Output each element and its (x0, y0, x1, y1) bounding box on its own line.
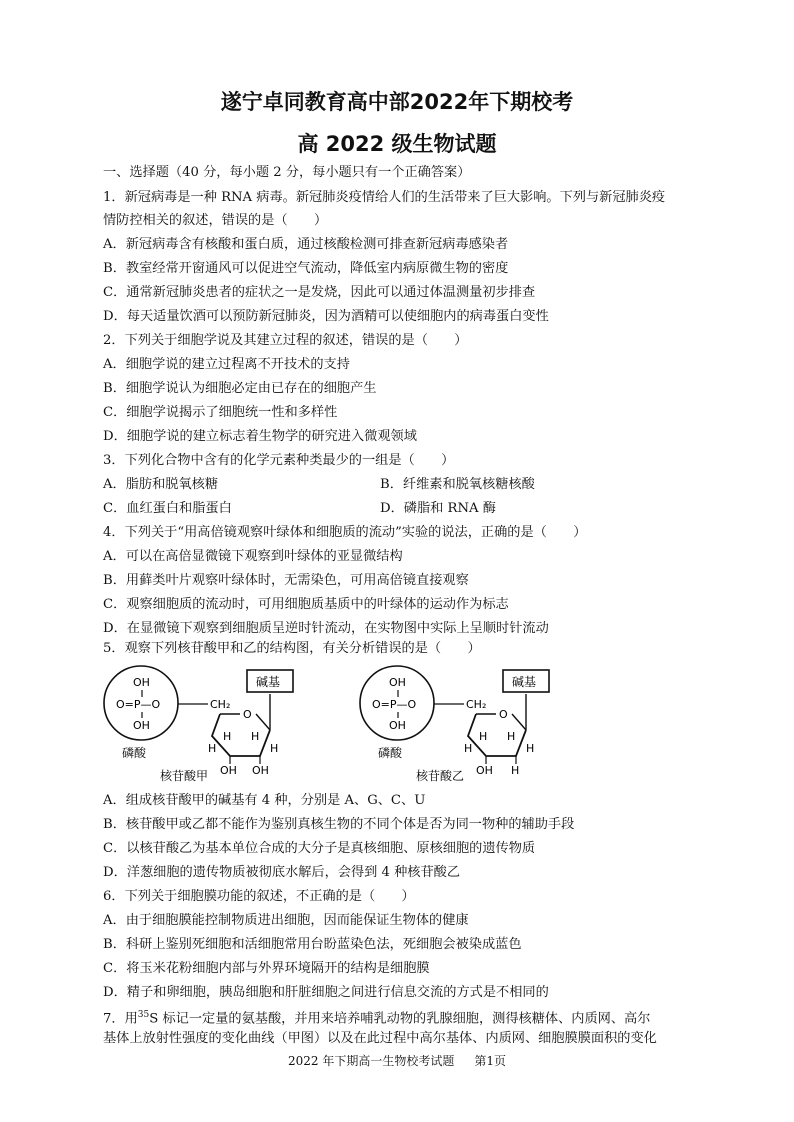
oh-bottom: OH (133, 719, 150, 732)
q1-stem: 1．新冠病毒是一种 RNA 病毒。新冠肺炎疫情给人们的生活带来了巨大影响。下列与新冠肺炎疫 (103, 190, 666, 205)
oh-c2: OH (252, 764, 269, 777)
q2-stem: 2．下列关于细胞学说及其建立过程的叙述，错误的是（ ） (103, 333, 468, 348)
h-atom: H (507, 730, 516, 743)
q2-option-c: C．细胞学说揭示了细胞统一性和多样性 (103, 405, 338, 420)
q6-option-a: A．由于细胞膜能控制物质进出细胞，因而能保证生物体的健康 (103, 913, 469, 928)
page-number: 第1页 (474, 1054, 506, 1068)
ring-oxygen: O (243, 708, 252, 721)
nucleotide-yi-label: 核苷酸乙 (416, 769, 465, 783)
oh-bottom: OH (389, 719, 406, 732)
q5-option-d: D．洋葱细胞的遗传物质被彻底水解后，会得到 4 种核苷酸乙 (103, 865, 461, 880)
q4-option-a: A．可以在高倍显微镜下观察到叶绿体的亚显微结构 (103, 549, 403, 564)
ring-oxygen: O (499, 708, 508, 721)
oh-top: OH (133, 676, 150, 689)
q6-stem: 6．下列关于细胞膜功能的叙述，不正确的是（ ） (103, 889, 415, 904)
page-subtitle: 高 2022 级生物试题 (297, 132, 497, 156)
h-atom: H (223, 730, 232, 743)
h-atom: H (270, 742, 279, 755)
q6-option-c: C．将玉米花粉细胞内部与外界环境隔开的结构是细胞膜 (103, 961, 430, 976)
h-atom: H (526, 742, 535, 755)
q7-stem (103, 1007, 650, 1027)
nucleotide-jia (104, 666, 293, 783)
page-title: 遂宁卓同教育高中部2022年下期校考 (220, 90, 574, 114)
q7-isotope-mass: 35 (137, 1010, 150, 1020)
ch2-label: CH₂ (210, 698, 231, 711)
q3-option-b: B．纤维素和脱氧核糖核酸 (380, 477, 535, 492)
po-group: O=P—O (372, 698, 417, 711)
q1-option-c: C．通常新冠肺炎患者的症状之一是发烧，因此可以通过体温测量初步排查 (103, 285, 536, 300)
oh-c3: OH (476, 764, 493, 777)
q2-option-b: B．细胞学说认为细胞必定由已存在的细胞产生 (103, 381, 377, 396)
footer-text: 2022 年下期高一生物校考试题 (288, 1054, 455, 1068)
q3-option-c: C．血红蛋白和脂蛋白 (103, 501, 232, 516)
q5-option-c: C．以核苷酸乙为基本单位合成的大分子是真核细胞、原核细胞的遗传物质 (103, 841, 536, 856)
h-atom: H (251, 730, 260, 743)
nucleotide-jia-label: 核苷酸甲 (160, 769, 209, 783)
q7-stem-cont: 基体上放射性强度的变化曲线（甲图）以及在此过程中高尔基体、内质网、细胞膜膜面积的变化 (103, 1031, 657, 1046)
h-atom: H (479, 730, 488, 743)
ch2-label: CH₂ (466, 698, 487, 711)
section-heading: 一、选择题（40 分，每小题 2 分，每小题只有一个正确答案） (103, 165, 471, 180)
q2-option-a: A．细胞学说的建立过程离不开技术的支持 (103, 357, 350, 372)
q4-option-d: D．在显微镜下观察到细胞质呈逆时针流动，在实物图中实际上呈顺时针流动 (103, 621, 549, 636)
q4-option-b: B．用藓类叶片观察叶绿体时，无需染色，可用高倍镜直接观察 (103, 573, 469, 588)
base-label: 碱基 (256, 675, 281, 689)
base-label: 碱基 (512, 675, 537, 689)
q7-line1: S 标记一定量的氨基酸，并用来培养哺乳动物的乳腺细胞，测得核糖体、内质网、高尔 (149, 1011, 651, 1027)
oh-top: OH (389, 676, 406, 689)
q7-prefix: 7．用 (103, 1011, 138, 1027)
nucleotide-yi (360, 666, 549, 783)
phosphate-label: 磷酸 (378, 746, 403, 760)
q1-option-d: D．每天适量饮酒可以预防新冠肺炎，因为酒精可以使细胞内的病毒蛋白变性 (103, 309, 549, 324)
q6-option-b: B．科研上鉴别死细胞和活细胞常用台盼蓝染色法，死细胞会被染成蓝色 (103, 937, 522, 952)
page-footer (0, 1052, 794, 1069)
q3-option-d: D．磷脂和 RNA 酶 (380, 501, 496, 516)
q5-stem: 5．观察下列核苷酸甲和乙的结构图，有关分析错误的是（ ） (103, 641, 481, 656)
q3-option-a: A．脂肪和脱氧核糖 (103, 477, 219, 492)
h-atom: H (464, 742, 473, 755)
q2-option-d: D．细胞学说的建立标志着生物学的研究进入微观领域 (103, 429, 417, 444)
q4-stem: 4．下列关于“用高倍镜观察叶绿体和细胞质的流动”实验的说法，正确的是（ ） (103, 525, 587, 540)
h-atom: H (208, 742, 217, 755)
phosphate-label: 磷酸 (122, 746, 147, 760)
oh-c3: OH (220, 764, 237, 777)
q5-option-a: A．组成核苷酸甲的碱基有 4 种，分别是 A、G、C、U (103, 793, 426, 808)
q5-option-b: B．核苷酸甲或乙都不能作为鉴别真核生物的不同个体是否为同一物种的辅助手段 (103, 817, 575, 832)
h-c2: H (511, 764, 520, 777)
q1-option-a: A．新冠病毒含有核酸和蛋白质，通过核酸检测可排查新冠病毒感染者 (103, 237, 509, 252)
q1-stem-cont: 情防控相关的叙述，错误的是（ ） (103, 213, 328, 228)
q1-option-b: B．教室经常开窗通风可以促进空气流动，降低室内病原微生物的密度 (103, 261, 509, 276)
nucleotide-figure (100, 660, 580, 785)
q3-stem: 3．下列化合物中含有的化学元素种类最少的一组是（ ） (103, 453, 455, 468)
q6-option-d: D．精子和卵细胞，胰岛细胞和肝脏细胞之间进行信息交流的方式是不相同的 (103, 985, 549, 1000)
po-group: O=P—O (116, 698, 161, 711)
q4-option-c: C．观察细胞质的流动时，可用细胞质基质中的叶绿体的运动作为标志 (103, 597, 509, 612)
